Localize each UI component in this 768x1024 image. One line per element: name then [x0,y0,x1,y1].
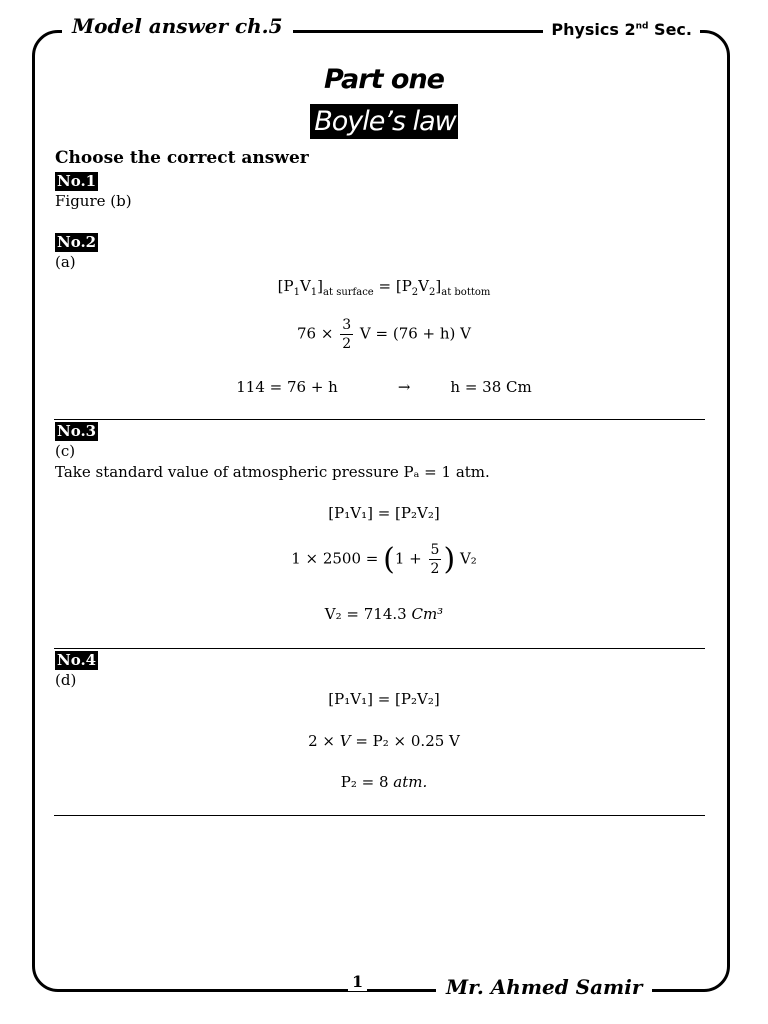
q3-equation-3: V₂ = 714.3 Cm³ [324,605,444,623]
page-number: 1 [348,972,367,991]
author-signature: Mr. Ahmed Samir [436,975,652,999]
q4-equation-2: 2 × V = P₂ × 0.25 V [308,732,460,750]
q4-equation-1: [P₁V₁] = [P₂V₂] [328,690,440,708]
divider-2 [54,648,705,649]
header-chapter-title: Model answer ch.5 [62,14,293,38]
answer-1: Figure (b) [55,192,132,210]
divider-1 [54,419,705,420]
q3-equation-1: [P₁V₁] = [P₂V₂] [328,504,440,522]
section-q1-q2 [55,148,705,273]
header-subject: Physics 2nd Sec. [543,20,700,39]
answer-3: (c) [55,442,76,460]
q4-equation-3: P₂ = 8 atm. [340,773,428,791]
q3-equation-2: 1 × 2500 = (1 + $\frac{5}{2}$ ) V₂ [291,542,477,577]
divider-3 [54,815,705,816]
question-tag-2: No.2 [57,233,97,251]
question-tag-4: No.4 [57,651,97,669]
part-title: Part one [324,64,444,95]
question-tag-1: No.1 [57,172,97,190]
answer-4: (d) [55,671,77,689]
law-title: Boyle’s law [0,104,768,139]
instruction-heading: Choose the correct answer [55,148,309,168]
section-q3 [55,421,705,483]
q2-equation-3: 114 = 76 + h → h = 38 Cm [236,378,532,396]
section-q4 [55,650,705,691]
answer-2: (a) [55,253,76,271]
q2-equation-2: 76 × $\frac{3}{2}$ V = (76 + h) V [296,317,471,352]
q2-equation-1: $[P_1V_1]_{at surface} = [P_2V_2]_{at bottom}$ [277,277,491,298]
atm-note: Take standard value of atmospheric pressure Pₐ = 1 atm. [55,463,490,481]
question-tag-3: No.3 [57,422,97,440]
